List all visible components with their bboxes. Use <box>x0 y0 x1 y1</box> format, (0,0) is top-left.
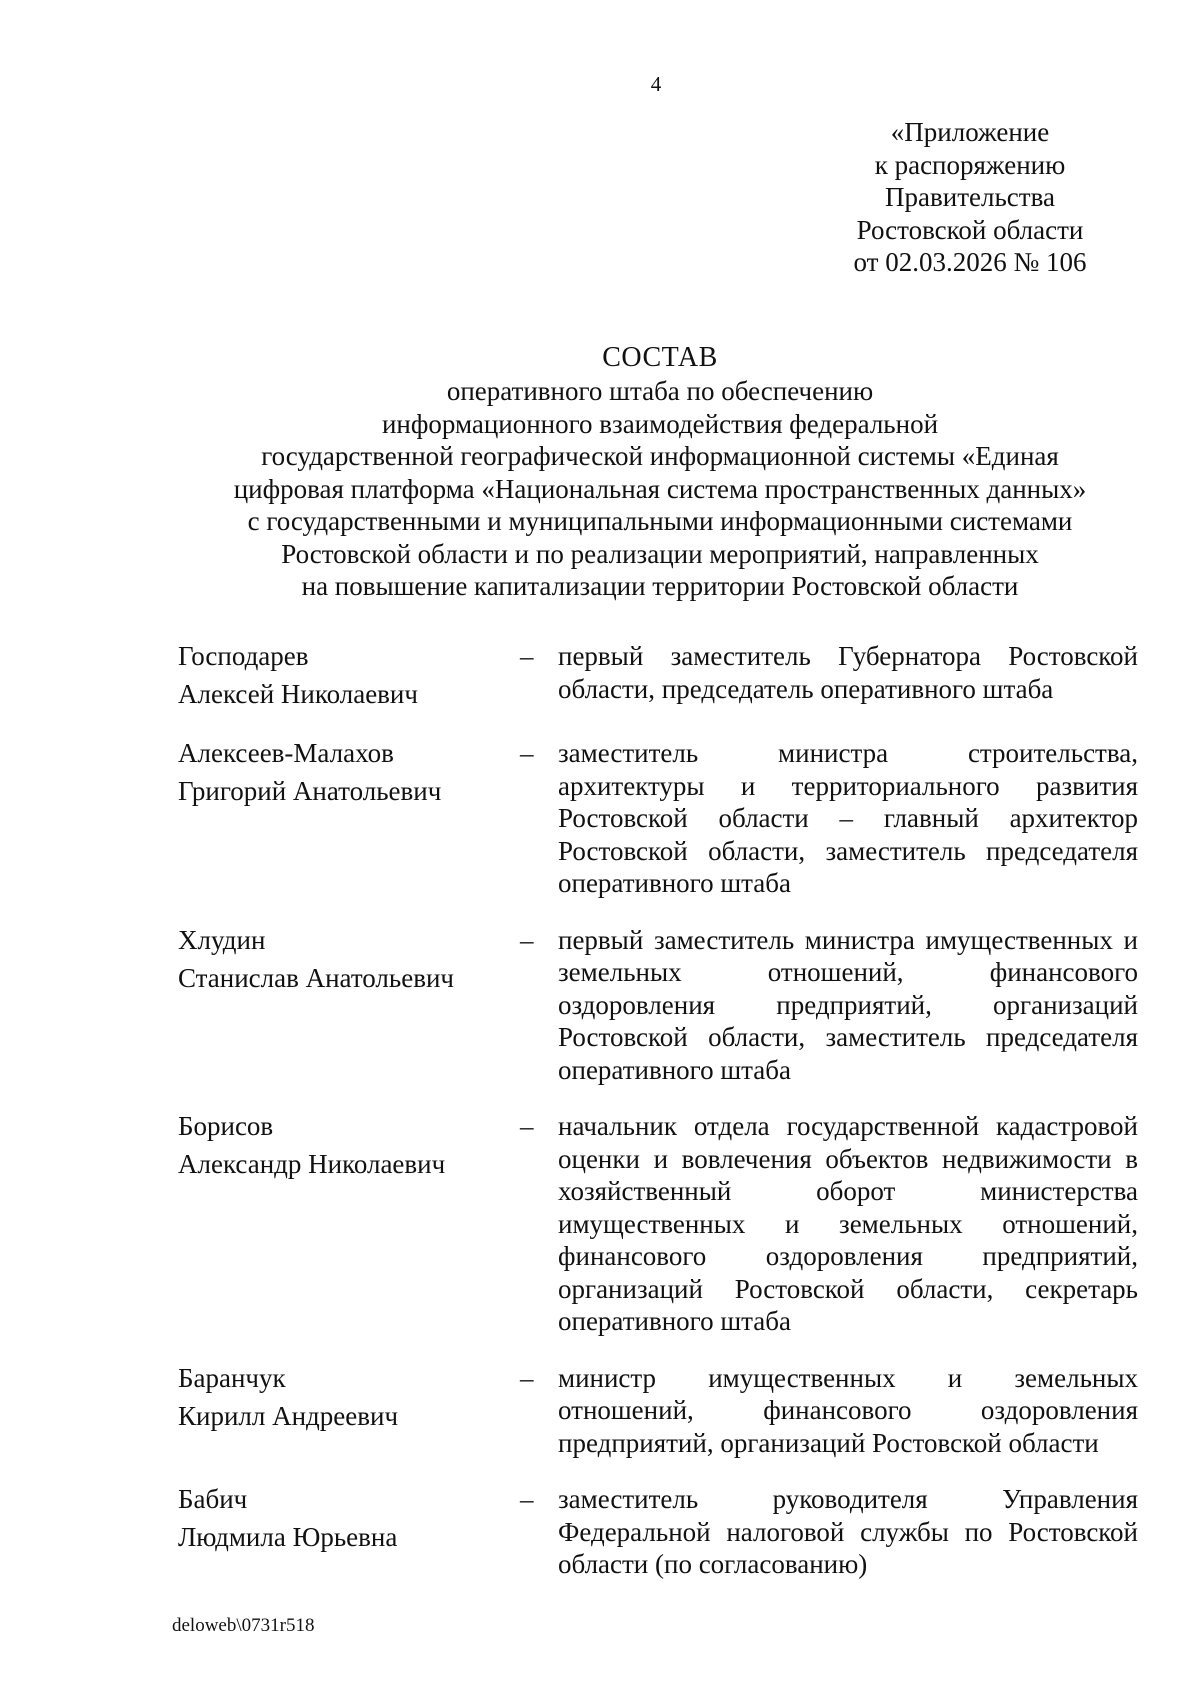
document-title <box>140 341 1180 603</box>
member-description: первый заместитель Губернатора Ростовской области, председатель оперативного штаба <box>558 641 1138 704</box>
title-line: информационного взаимодействия федеральной <box>381 408 939 439</box>
member-entry <box>178 1110 1138 1338</box>
member-surname: Господарев <box>178 641 309 671</box>
member-dash: – <box>520 1362 534 1393</box>
member-given-name: Кирилл Андреевич <box>178 1400 399 1431</box>
member-description: заместитель руководителя Управления Федеральной налоговой службы по Ростовской области (по согласованию) <box>558 1484 1138 1579</box>
title-line: Ростовской области и по реализации мероприятий, направленных <box>281 538 1039 569</box>
member-given-name: Людмила Юрьевна <box>178 1522 398 1552</box>
member-description: первый заместитель министра имущественных и земельных отношений, финансового оздоровления предприятий, организаций Ростовской области, заместитель председателя оперативного штаба <box>558 924 1138 1085</box>
title-line: на повышение капитализации территории Ростовской области <box>301 571 1019 601</box>
member-entry <box>178 924 1138 1087</box>
member-surname: Бабич <box>178 1484 248 1514</box>
member-name <box>178 1107 520 1183</box>
title-line: государственной географической информационной системы «Единая <box>261 441 1059 471</box>
member-given-name: Григорий Анатольевич <box>178 776 442 806</box>
member-given-name: Алексей Николаевич <box>178 679 418 709</box>
appendix-line: от 02.03.2026 № 106 <box>853 247 1087 277</box>
member-entry <box>178 1483 1138 1581</box>
member-dash: – <box>520 738 534 768</box>
member-surname: Баранчук <box>178 1362 286 1393</box>
member-description: заместитель министра строительства, архитектуры и территориального развития Ростовской области – главный архитектор Ростовской области, заместитель председателя оперативного штаба <box>558 738 1138 898</box>
appendix-line: Правительства <box>885 182 1055 212</box>
title-line: оперативного штаба по обеспечению <box>446 376 874 406</box>
document-code: deloweb\0731r518 <box>172 1615 315 1636</box>
member-entry <box>178 737 1138 900</box>
member-surname: Борисов <box>178 1111 274 1141</box>
member-name <box>178 637 520 713</box>
title-line: цифровая платформа «Национальная система пространственных данных» <box>233 473 1087 504</box>
member-entry <box>178 640 1138 713</box>
member-given-name: Александр Николаевич <box>178 1149 446 1179</box>
member-name <box>178 921 520 997</box>
page-number: 4 <box>650 72 662 96</box>
member-surname: Алексеев-Малахов <box>178 738 394 768</box>
title-line: с государственными и муниципальными информационными системами <box>247 506 1073 536</box>
member-dash: – <box>520 1484 534 1514</box>
member-name <box>178 1480 520 1556</box>
member-surname: Хлудин <box>178 924 266 955</box>
appendix-header <box>820 116 1120 279</box>
appendix-line: к распоряжению <box>874 149 1066 180</box>
member-dash: – <box>520 641 534 671</box>
member-dash: – <box>520 924 534 955</box>
member-description: министр имущественных и земельных отношений, финансового оздоровления предприятий, организаций Ростовской области <box>558 1362 1138 1458</box>
member-description: начальник отдела государственной кадастровой оценки и вовлечения объектов недвижимости в хозяйственный оборот министерства имущественных и земельных отношений, финансового оздоровления предприятий, организаций Ростовской области, секретарь оперативного штаба <box>558 1111 1138 1336</box>
member-name <box>178 734 520 810</box>
member-given-name: Станислав Анатольевич <box>178 962 454 993</box>
member-dash: – <box>520 1111 534 1141</box>
title-main: СОСТАВ <box>602 342 718 373</box>
appendix-line: Ростовской области <box>856 214 1084 245</box>
appendix-line: «Приложение <box>890 117 1050 147</box>
member-name <box>178 1359 520 1435</box>
member-entry <box>178 1362 1138 1460</box>
members-list <box>178 640 1138 1581</box>
